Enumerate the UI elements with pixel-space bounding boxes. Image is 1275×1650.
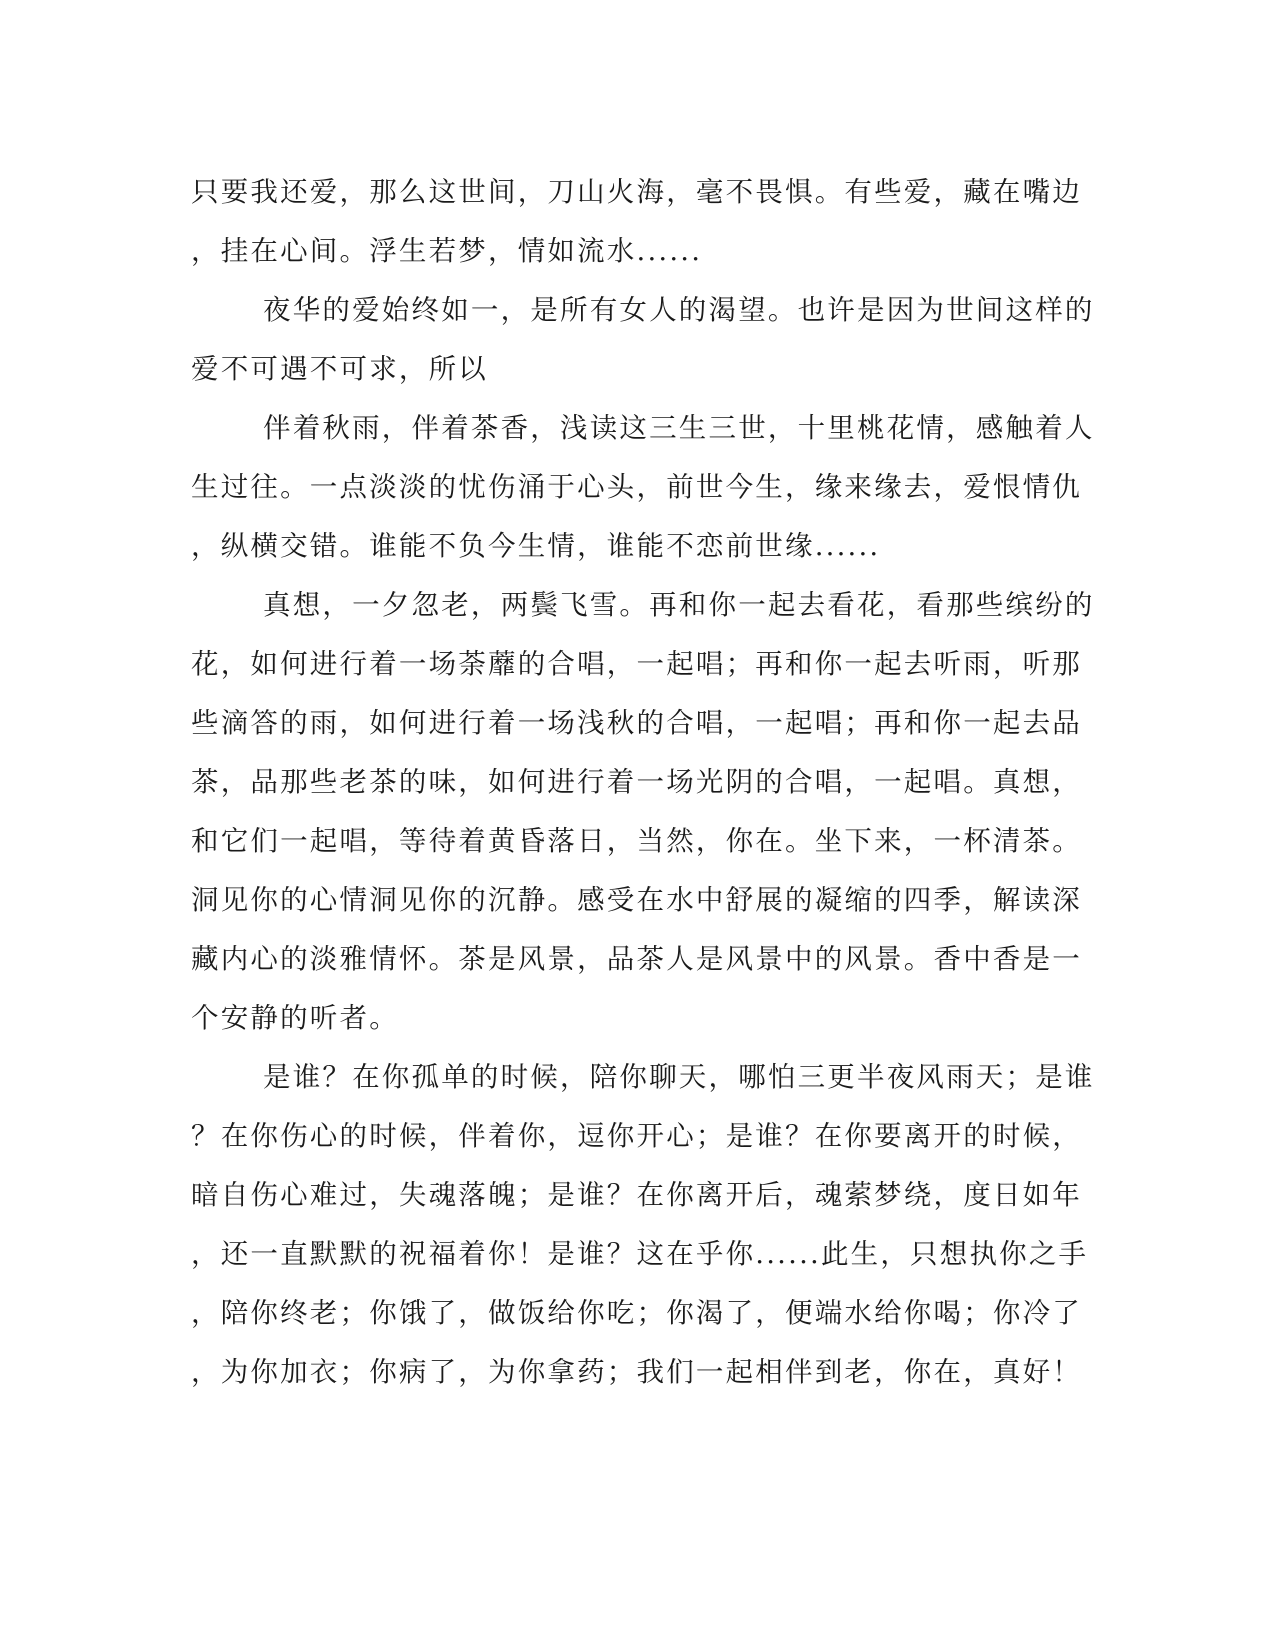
- text-line: 洞见你的心情洞见你的沉静。感受在水中舒展的凝缩的四季，解读深: [191, 884, 1082, 916]
- text-line: 花，如何进行着一场荼蘼的合唱，一起唱；再和你一起去听雨，听那: [191, 648, 1082, 680]
- paragraph-first-line: 真想，一夕忽老，两鬓飞雪。再和你一起去看花，看那些缤纷的: [263, 589, 1095, 621]
- text-line: 些滴答的雨，如何进行着一场浅秋的合唱，一起唱；再和你一起去品: [191, 707, 1082, 739]
- paragraph-first-line: 是谁？在你孤单的时候，陪你聊天，哪怕三更半夜风雨天；是谁: [263, 1061, 1095, 1093]
- text-line: 藏内心的淡雅情怀。茶是风景，品茶人是风景中的风景。香中香是一: [191, 943, 1082, 975]
- text-line: ？在你伤心的时候，伴着你，逗你开心；是谁？在你要离开的时候，: [191, 1120, 1082, 1152]
- text-line: 茶，品那些老茶的味，如何进行着一场光阴的合唱，一起唱。真想，: [191, 766, 1082, 798]
- text-line: 个安静的听者。: [191, 1002, 399, 1034]
- text-line: ，为你加衣；你病了，为你拿药；我们一起相伴到老，你在，真好！: [191, 1356, 1082, 1388]
- document-body: [191, 163, 1095, 1402]
- text-line: ，纵横交错。谁能不负今生情，谁能不恋前世缘......: [191, 530, 881, 562]
- paragraph-first-line: 夜华的爱始终如一，是所有女人的渴望。也许是因为世间这样的: [263, 294, 1095, 326]
- text-line: ，陪你终老；你饿了，做饭给你吃；你渴了，便端水给你喝；你冷了: [191, 1297, 1082, 1329]
- text-line: 暗自伤心难过，失魂落魄；是谁？在你离开后，魂萦梦绕，度日如年: [191, 1179, 1082, 1211]
- text-line: ，还一直默默的祝福着你！是谁？这在乎你......此生，只想执你之手: [191, 1238, 1089, 1270]
- text-line: 爱不可遇不可求，所以: [191, 353, 488, 385]
- text-line: 和它们一起唱，等待着黄昏落日，当然，你在。坐下来，一杯清茶。: [191, 825, 1082, 857]
- text-line: ，挂在心间。浮生若梦，情如流水......: [191, 235, 703, 267]
- text-line: 只要我还爱，那么这世间，刀山火海，毫不畏惧。有些爱，藏在嘴边: [191, 176, 1082, 208]
- text-line: 生过往。一点淡淡的忧伤涌于心头，前世今生，缘来缘去，爱恨情仇: [191, 471, 1082, 503]
- paragraph-first-line: 伴着秋雨，伴着茶香，浅读这三生三世，十里桃花情，感触着人: [263, 412, 1095, 444]
